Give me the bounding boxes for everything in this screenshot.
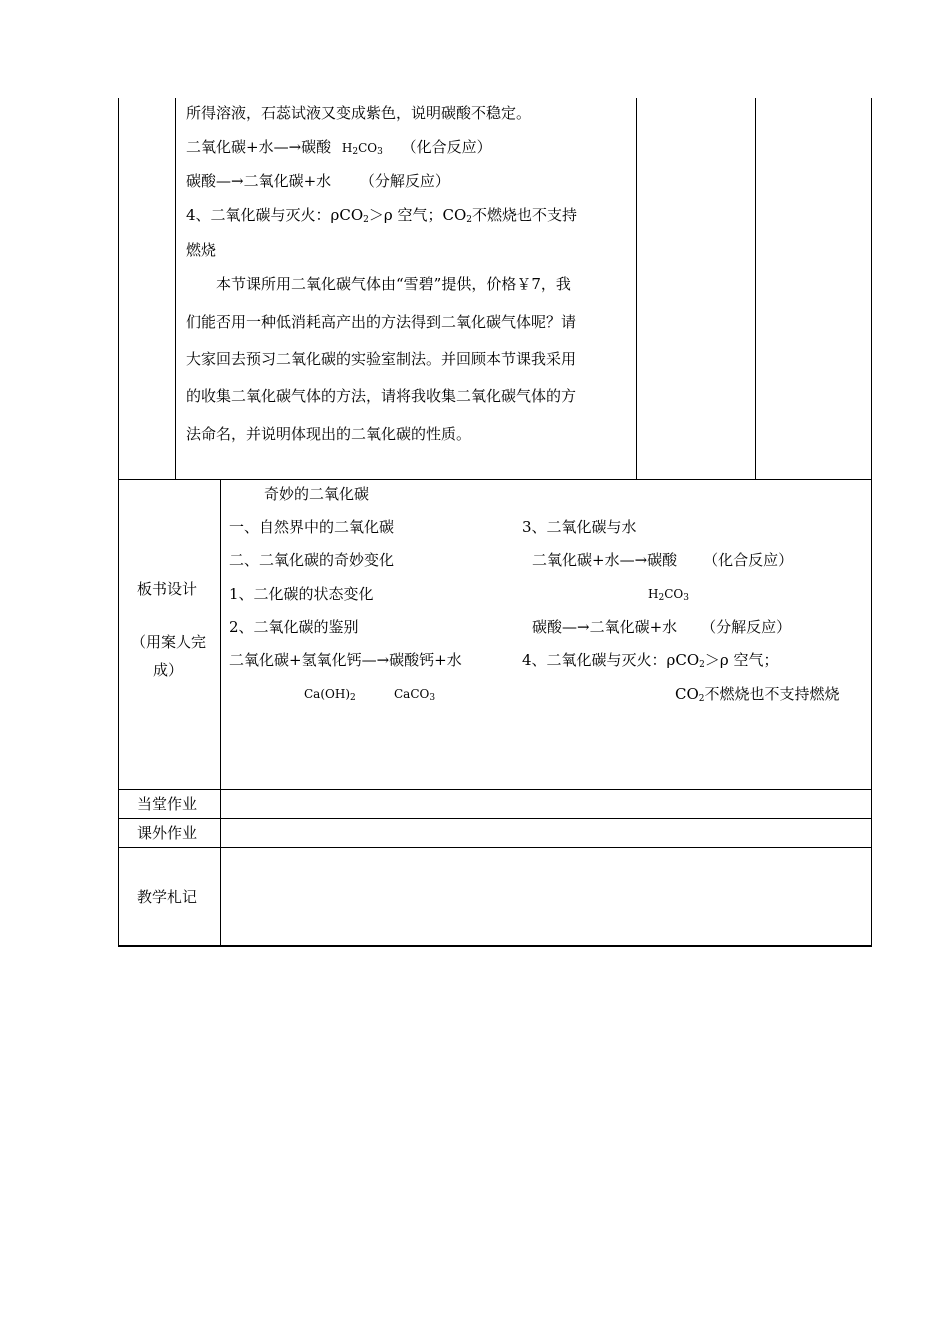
board-r5: 4、二氧化碳与灭火：ρCO$_2$＞ρ 空气； (522, 651, 779, 670)
top-fire-tail: 不燃烧也不支持 (471, 206, 577, 224)
top-line-1: 所得溶液，石蕊试液又变成紫色，说明碳酸不稳定。 (186, 104, 532, 122)
top-fire-gt: ＞ρ 空气；CO (368, 206, 467, 224)
homework-label: 课外作业 (137, 824, 198, 842)
board-r4-type: （分解反应） (701, 618, 792, 636)
table-border-right (871, 98, 872, 947)
top-para-3: 大家回去预习二氧化碳的实验室制法。并回顾本节课我采用 (186, 350, 577, 368)
top-eq2-text: 碳酸—→二氧化碳+水 (186, 172, 332, 190)
board-l6b: CaCO$_3$ (394, 687, 436, 703)
classwork-label: 当堂作业 (137, 795, 198, 813)
top-eq2-type: （分解反应） (359, 172, 450, 190)
board-r3: $H_2CO_3$ (648, 587, 689, 603)
board-r2: 二氧化碳+水—→碳酸 （化合反应） (532, 551, 794, 569)
top-eq1-formula: $H_2CO_3$ (341, 141, 383, 157)
board-label-3: 成） (153, 661, 184, 679)
board-l4: 2、二氧化碳的鉴别 (229, 618, 359, 636)
notes-cell[interactable] (221, 848, 871, 944)
top-eq1-type: （化合反应） (401, 138, 492, 156)
top-fire-rho: ρCO (330, 206, 364, 224)
board-r2-type: （化合反应） (703, 551, 794, 569)
board-label-2: （用案人完 (131, 633, 207, 651)
board-l3: 1、二化碳的状态变化 (229, 585, 374, 603)
top-para-4: 的收集二氧化碳气体的方法，请将我收集二氧化碳气体的方 (186, 387, 577, 405)
board-r4: 碳酸—→二氧化碳+水 （分解反应） (532, 618, 792, 636)
homework-cell[interactable] (221, 819, 871, 847)
board-l6a: $Ca(OH)_2$ (304, 687, 356, 703)
top-eq1-text: 二氧化碳+水—→碳酸 (186, 138, 332, 156)
top-col-divider-1 (175, 98, 176, 479)
top-eq2 (186, 171, 450, 191)
top-eq1 (186, 137, 492, 158)
board-title: 奇妙的二氧化碳 (264, 485, 370, 503)
top-col-divider-2 (636, 98, 637, 479)
top-line-burn: 燃烧 (186, 241, 217, 259)
top-para-5: 法命名，并说明体现出的二氧化碳的性质。 (186, 425, 472, 443)
top-fire-line: 4、二氧化碳与灭火：ρCO$_2$＞ρ 空气；$CO_2$不燃烧也不支持 (186, 206, 577, 225)
board-r6: $CO_2$不燃烧也不支持燃烧 (675, 685, 840, 704)
top-col-divider-3 (755, 98, 756, 479)
board-l5: 二氧化碳+氢氧化钙—→碳酸钙+水 (229, 651, 462, 669)
board-l2: 二、二氧化碳的奇妙变化 (229, 551, 395, 569)
board-r1: 3、二氧化碳与水 (522, 518, 637, 536)
board-label: 板书设计 (137, 580, 198, 598)
top-para-1: 本节课所用二氧化碳气体由“雪碧”提供，价格￥7，我 (216, 275, 571, 293)
table-border-left (118, 98, 119, 947)
board-l1: 一、自然界中的二氧化碳 (229, 518, 395, 536)
classwork-cell[interactable] (221, 790, 871, 818)
notes-label: 教学札记 (137, 888, 198, 906)
top-fire-label: 4、二氧化碳与灭火： (186, 206, 331, 224)
row-divider-board-top (118, 479, 872, 480)
table-border-bottom (118, 945, 872, 947)
top-para-2: 们能否用一种低消耗高产出的方法得到二氧化碳气体呢？请 (186, 313, 577, 331)
